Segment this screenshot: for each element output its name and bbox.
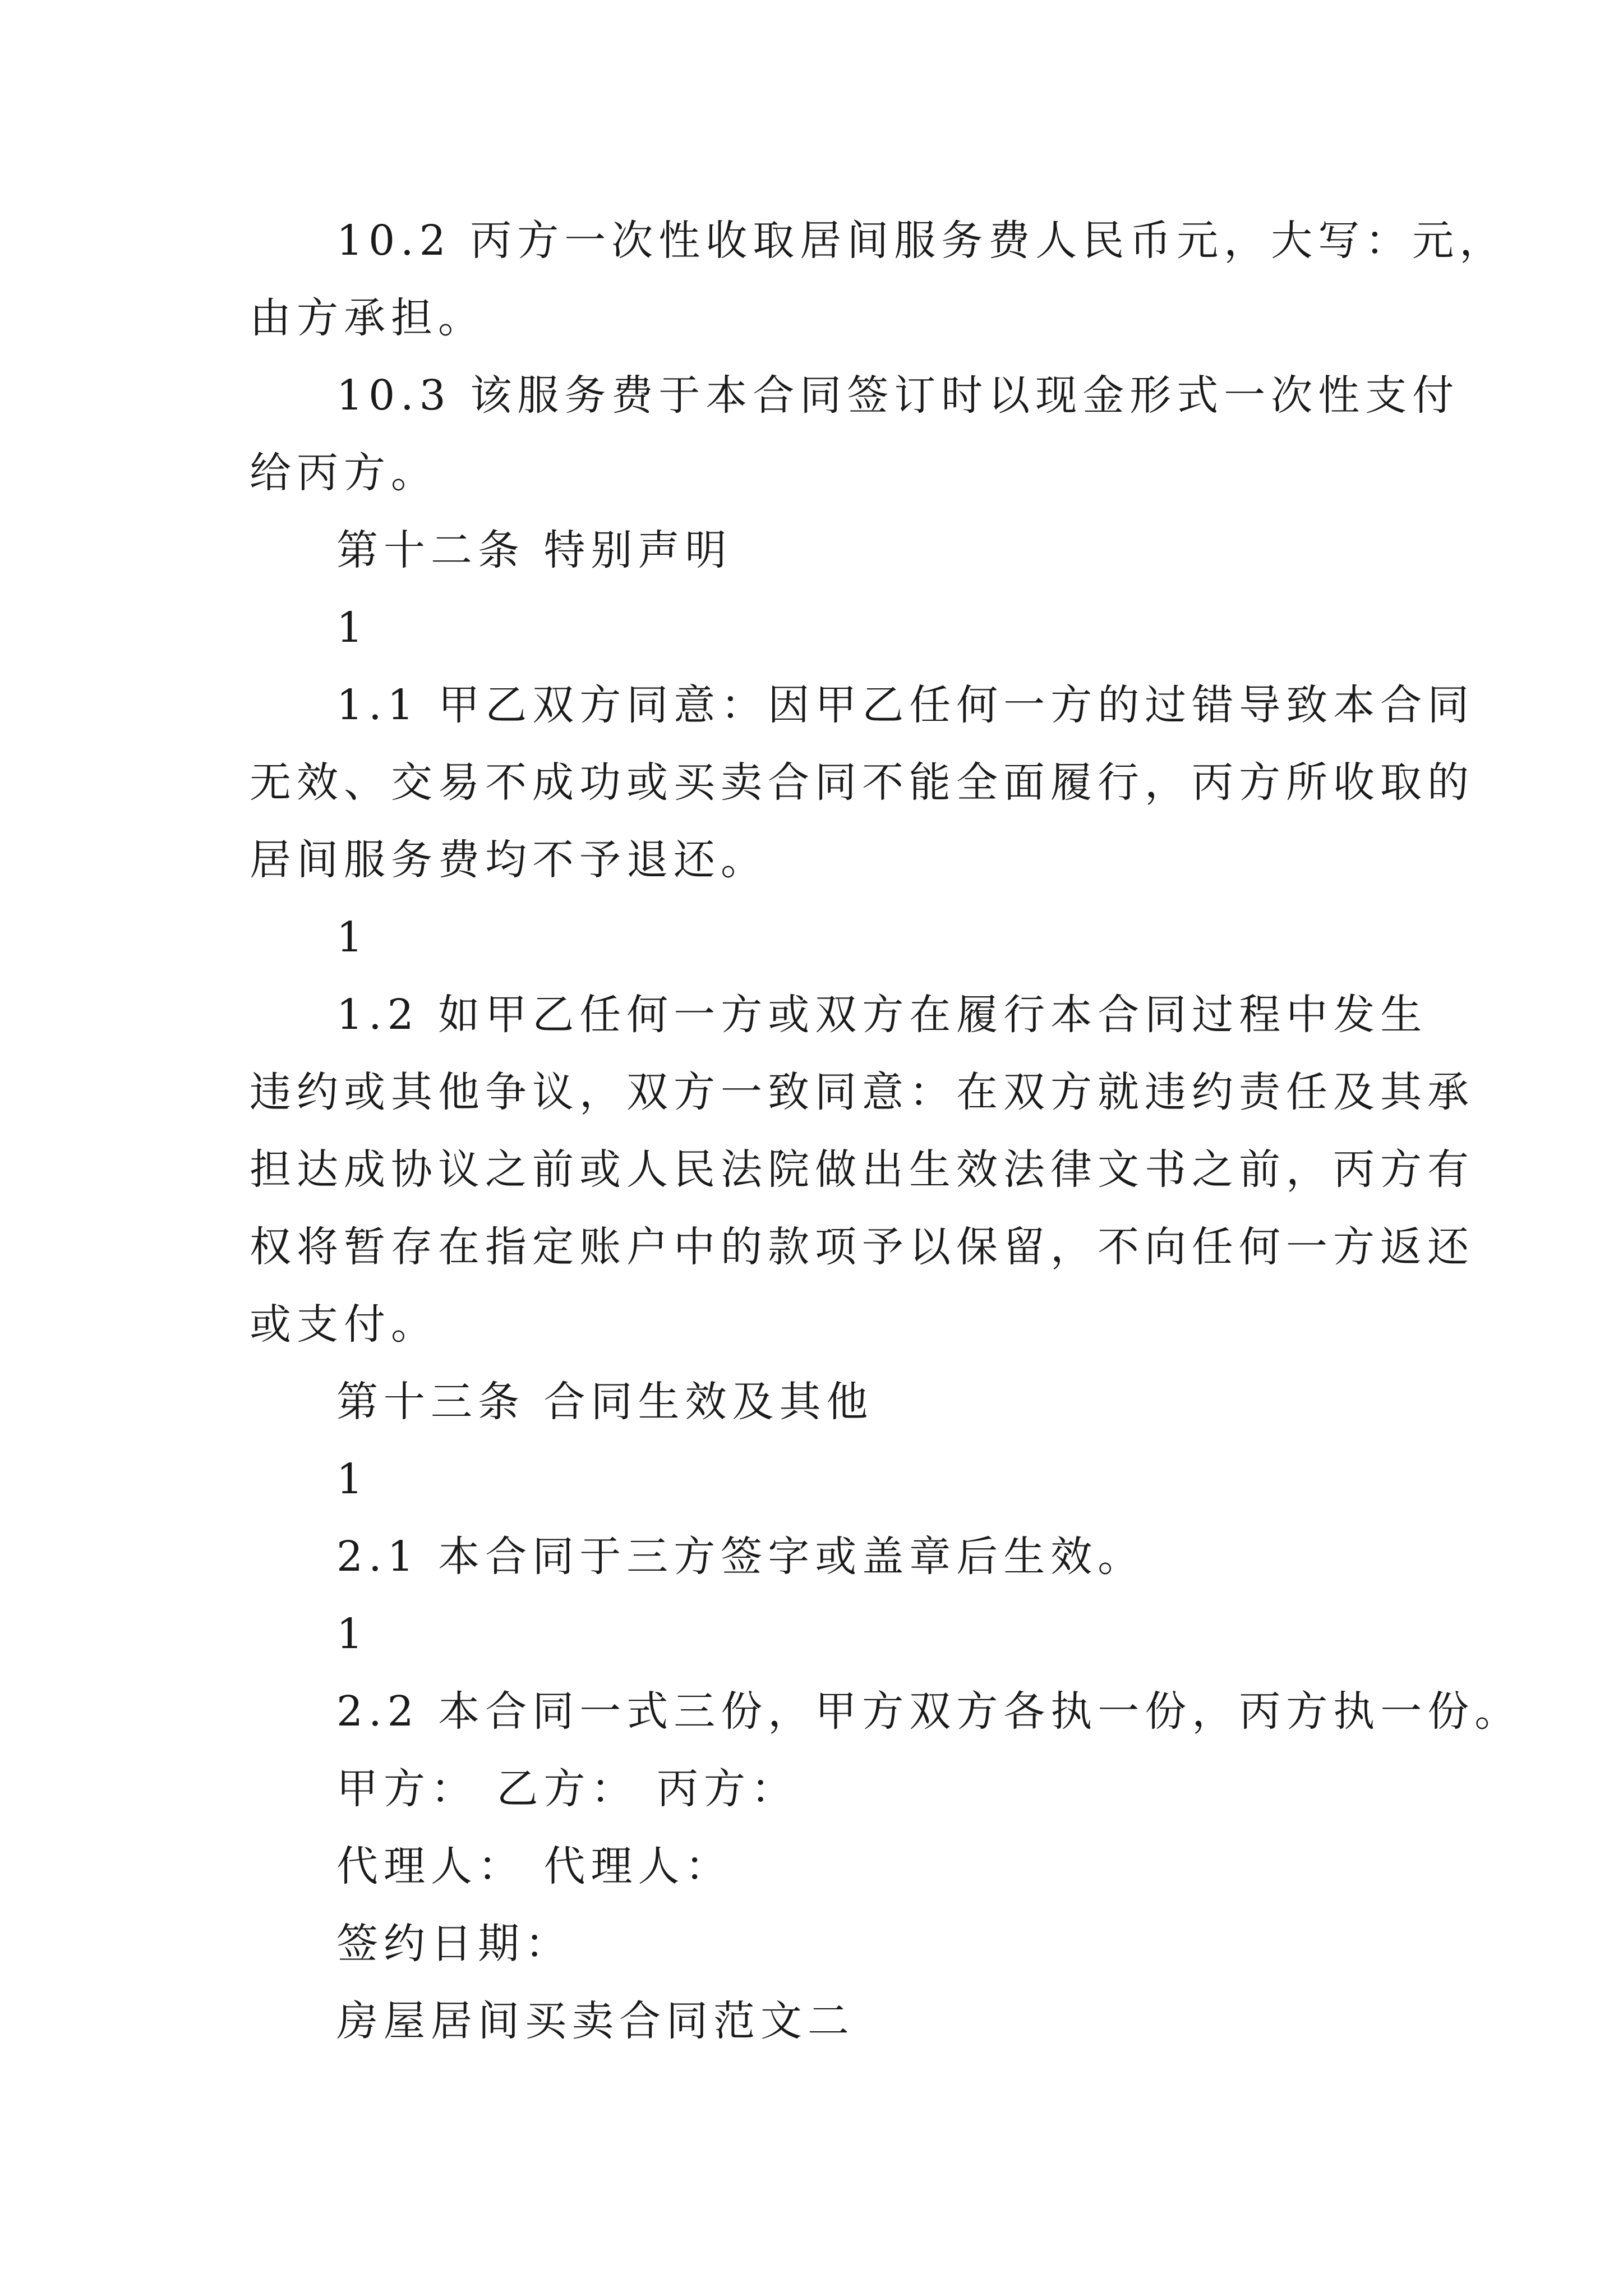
clause-10-3-line-1: 10.3 该服务费于本合同签订时以现金形式一次性支付 (336, 371, 1460, 420)
clause-1-2-line-1: 1.2 如甲乙任何一方或双方在履行本合同过程中发生 (336, 991, 1428, 1039)
signature-parties: 甲方： 乙方： 丙方： (336, 1765, 799, 1813)
clause-10-2-line-2: 由方承担。 (250, 294, 485, 342)
signature-agents: 代理人： 代理人： (336, 1842, 732, 1890)
article-13-heading: 第十三条 合同生效及其他 (336, 1378, 874, 1426)
article-12-heading: 第十二条 特别声明 (336, 526, 732, 574)
clause-1-1-line-3: 居间服务费均不予退还。 (250, 836, 768, 884)
clause-10-2-line-1: 10.2 丙方一次性收取居间服务费人民币元，大写：元， (336, 217, 1507, 265)
clause-2-2-line: 2.2 本合同一式三份，甲方双方各执一份，丙方执一份。 (336, 1687, 1522, 1736)
clause-10-3-line-2: 给丙方。 (250, 449, 438, 497)
clause-1-1-line-1: 1.1 甲乙双方同意：因甲乙任何一方的过错导致本合同 (336, 681, 1475, 729)
next-document-title: 房屋居间买卖合同范文二 (336, 1997, 855, 2045)
clause-1-2-line-3: 担达成协议之前或人民法院做出生效法律文书之前，丙方有 (250, 1145, 1474, 1194)
clause-1-2-line-5: 或支付。 (250, 1300, 438, 1349)
clause-1-2-line-2: 违约或其他争议，双方一致同意：在双方就违约责任及其承 (250, 1068, 1474, 1116)
clause-2-1-line: 2.1 本合同于三方签字或盖章后生效。 (336, 1533, 1145, 1581)
clause-number: 1 (336, 913, 369, 961)
clause-1-2-line-4: 权将暂存在指定账户中的款项予以保留，不向任何一方返还 (250, 1223, 1474, 1271)
signing-date: 签约日期： (336, 1920, 572, 1968)
clause-number: 1 (336, 604, 369, 652)
clause-number: 1 (336, 1610, 369, 1658)
clause-1-1-line-2: 无效、交易不成功或买卖合同不能全面履行，丙方所收取的 (250, 758, 1474, 807)
clause-number: 1 (336, 1455, 369, 1503)
